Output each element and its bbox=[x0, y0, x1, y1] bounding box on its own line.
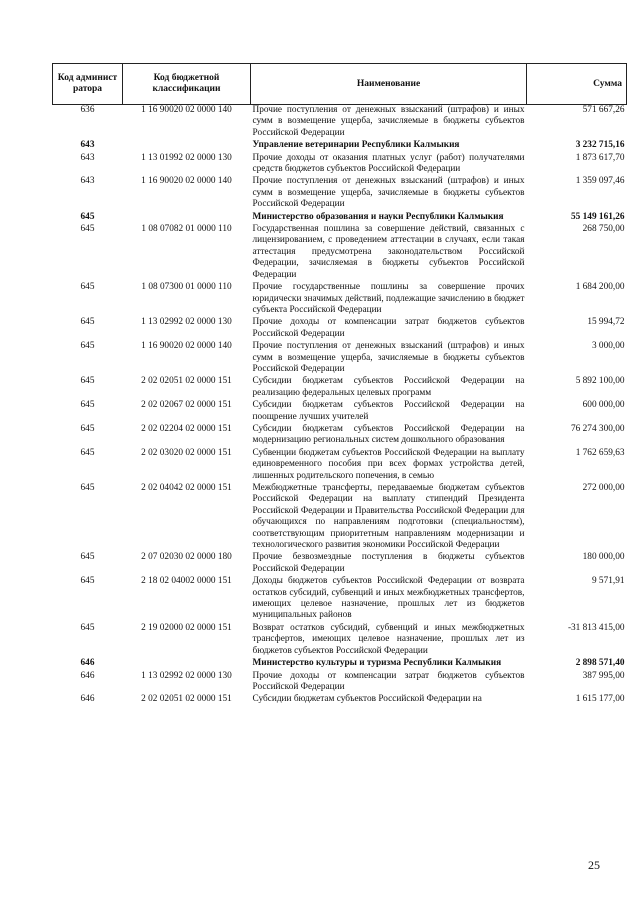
budget-code-cell: 2 02 04042 02 0000 151 bbox=[141, 483, 232, 493]
admin-code-cell: 645 bbox=[80, 376, 95, 387]
table-row bbox=[53, 224, 627, 282]
name-cell: Управление ветеринарии Республики Калмыкия bbox=[252, 140, 460, 151]
admin-code-cell: 645 bbox=[80, 282, 95, 293]
name-cell: Прочие доходы от компенсации затрат бюджетов субъектов Российской Федерации bbox=[252, 317, 525, 339]
admin-code-cell: 645 bbox=[80, 341, 95, 352]
sum-cell: 600 000,00 bbox=[582, 400, 625, 411]
budget-code-cell: 2 02 03020 02 0000 151 bbox=[141, 447, 232, 458]
budget-code-cell: 1 16 90020 02 0000 140 bbox=[141, 341, 232, 352]
admin-code-cell: 645 bbox=[80, 483, 95, 493]
budget-code-cell: 2 07 02030 02 0000 180 bbox=[141, 552, 232, 563]
sum-cell: 1 684 200,00 bbox=[575, 282, 625, 293]
header-budget-code: Код бюджетной классификации bbox=[123, 64, 251, 105]
name-cell: Субсидии бюджетам субъектов Российской Федерации на поощрение лучших учителей bbox=[252, 400, 525, 422]
name-cell: Возврат остатков субсидий, субвенций и иных межбюджетных трансфертов, имеющих целевое назначение, прошлых лет из бюджетов субъектов Российской Федерации bbox=[252, 622, 525, 656]
admin-code-cell: 646 bbox=[80, 670, 95, 681]
name-cell: Прочие доходы от оказания платных услуг (работ) получателями средств бюджетов субъектов Российской Федерации bbox=[252, 152, 525, 175]
name-cell: Государственная пошлина за совершение действий, связанных с лицензированием, с проведением аттестации в случаях, если такая аттестация предусмотрена законодательством Российской Федерации, зачисляемая в бюджеты субъектов Российской Федерации bbox=[252, 224, 525, 280]
table-row-section bbox=[53, 212, 627, 224]
admin-code-cell: 645 bbox=[80, 552, 95, 563]
name-cell: Прочие доходы от компенсации затрат бюджетов субъектов Российской Федерации bbox=[252, 670, 525, 692]
table-row bbox=[53, 448, 627, 483]
budget-code-cell: 2 02 02067 02 0000 151 bbox=[141, 400, 232, 411]
name-cell: Прочие поступления от денежных взысканий (штрафов) и иных сумм в возмещение ущерба, зачисляемые в бюджеты субъектов Российской Федерации bbox=[252, 341, 525, 374]
admin-code-cell: 645 bbox=[80, 400, 95, 411]
sum-cell: 1 359 097,46 bbox=[575, 176, 625, 187]
budget-code-cell bbox=[123, 658, 251, 670]
sum-cell: 268 750,00 bbox=[582, 224, 625, 235]
table-row-section bbox=[53, 658, 627, 670]
admin-code-cell: 645 bbox=[80, 224, 95, 235]
admin-code-cell: 645 bbox=[80, 423, 95, 434]
sum-cell: 1 873 617,70 bbox=[575, 152, 625, 163]
budget-code-cell bbox=[123, 140, 251, 152]
admin-code-cell: 643 bbox=[80, 140, 95, 151]
table-row bbox=[53, 341, 627, 376]
sum-cell: 387 995,00 bbox=[582, 670, 625, 681]
budget-code-cell: 1 13 02992 02 0000 130 bbox=[141, 317, 232, 328]
budget-code-cell: 1 16 90020 02 0000 140 bbox=[141, 176, 232, 187]
admin-code-cell: 636 bbox=[80, 105, 95, 115]
admin-code-cell: 643 bbox=[80, 152, 95, 163]
budget-code-cell: 1 13 02992 02 0000 130 bbox=[141, 670, 232, 681]
table-header bbox=[53, 64, 627, 105]
admin-code-cell: 645 bbox=[80, 447, 95, 458]
revenue-table bbox=[52, 63, 627, 707]
sum-cell: 1 762 659,63 bbox=[575, 447, 625, 458]
page-number: 25 bbox=[588, 858, 600, 872]
admin-code-cell: 646 bbox=[80, 694, 95, 705]
budget-code-cell: 2 18 02 04002 0000 151 bbox=[141, 576, 232, 587]
budget-code-cell: 1 13 01992 02 0000 130 bbox=[141, 152, 232, 163]
budget-code-cell: 2 02 02051 02 0000 151 bbox=[141, 694, 232, 705]
sum-cell: 3 232 715,16 bbox=[575, 140, 625, 151]
sum-cell: -31 813 415,00 bbox=[567, 622, 625, 633]
name-cell: Прочие поступления от денежных взысканий (штрафов) и иных сумм в возмещение ущерба, зачисляемые в бюджеты субъектов Российской Федерации bbox=[252, 176, 525, 210]
admin-code-cell: 643 bbox=[80, 176, 95, 187]
name-cell: Прочие безвозмездные поступления в бюджеты субъектов Российской Федерации bbox=[252, 552, 525, 574]
name-cell: Субвенции бюджетам субъектов Российской Федерации на выплату единовременного пособия при всех формах устройства детей, лишенных родительского попечения, в семью bbox=[252, 447, 525, 481]
budget-code-cell bbox=[123, 212, 251, 224]
name-cell: Субсидии бюджетам субъектов Российской Федерации на модернизацию региональных систем дошкольного образования bbox=[252, 423, 525, 446]
admin-code-cell: 645 bbox=[80, 211, 95, 222]
sum-cell: 272 000,00 bbox=[582, 483, 625, 493]
table-row bbox=[53, 623, 627, 658]
table-row bbox=[53, 671, 627, 695]
sum-cell: 5 892 100,00 bbox=[575, 376, 625, 387]
table-row bbox=[53, 105, 627, 141]
table-row bbox=[53, 694, 627, 706]
budget-code-cell: 2 02 02051 02 0000 151 bbox=[141, 376, 232, 387]
name-cell: Субсидии бюджетам субъектов Российской Федерации на реализацию федеральных целевых программ bbox=[252, 376, 525, 398]
table-row-section bbox=[53, 140, 627, 152]
budget-code-cell: 2 02 02204 02 0000 151 bbox=[141, 423, 232, 434]
sum-cell: 180 000,00 bbox=[582, 552, 625, 563]
table-row bbox=[53, 176, 627, 211]
name-cell: Субсидии бюджетам субъектов Российской Федерации на bbox=[252, 694, 482, 705]
name-cell: Прочие государственные пошлины за совершение прочих юридически значимых действий, подлежащие зачислению в бюджет субъекта Российской Федерации bbox=[252, 282, 525, 315]
admin-code-cell: 645 bbox=[80, 317, 95, 328]
table-row bbox=[53, 317, 627, 341]
name-cell: Межбюджетные трансферты, передаваемые бюджетам субъектов Российской Федерации на выплату стипендий Президента Российской Федерации и Правительства Российской Федерации для обучающихся по направлениям подготовки (специальностям), соответствующим приоритетным направлениям модернизации и технологического развития экономики Российской Федерации bbox=[252, 483, 525, 551]
header-sum: Сумма bbox=[527, 64, 627, 105]
table-row bbox=[53, 576, 627, 623]
header-name: Наименование bbox=[251, 64, 527, 105]
table-row bbox=[53, 400, 627, 424]
name-cell: Доходы бюджетов субъектов Российской Федерации от возврата остатков субсидий, субвенций и иных межбюджетных трансфертов, имеющих целевое назначение, прошлых лет из бюджетов муниципальных районов bbox=[252, 576, 525, 621]
budget-code-cell: 1 08 07082 01 0000 110 bbox=[141, 224, 232, 235]
table-row bbox=[53, 552, 627, 576]
name-cell: Прочие поступления от денежных взысканий (штрафов) и иных сумм в возмещение ущерба, зачисляемые в бюджеты субъектов Российской Федерации bbox=[252, 105, 525, 138]
admin-code-cell: 645 bbox=[80, 576, 95, 587]
table-row bbox=[53, 483, 627, 552]
name-cell: Министерство культуры и туризма Республики Калмыкия bbox=[252, 658, 502, 669]
sum-cell: 55 149 161,26 bbox=[571, 211, 625, 222]
table-row bbox=[53, 282, 627, 317]
admin-code-cell: 646 bbox=[80, 658, 95, 669]
budget-code-cell: 1 16 90020 02 0000 140 bbox=[141, 105, 232, 115]
admin-code-cell: 645 bbox=[80, 622, 95, 633]
header-admin-code: Код админист ратора bbox=[53, 64, 123, 105]
table-row bbox=[53, 153, 627, 177]
table-row bbox=[53, 424, 627, 448]
sum-cell: 571 667,26 bbox=[582, 105, 625, 115]
sum-cell: 2 898 571,40 bbox=[575, 658, 625, 669]
sum-cell: 3 000,00 bbox=[591, 341, 625, 352]
table-row bbox=[53, 376, 627, 400]
budget-code-cell: 2 19 02000 02 0000 151 bbox=[141, 622, 232, 633]
budget-code-cell: 1 08 07300 01 0000 110 bbox=[141, 282, 232, 293]
sum-cell: 76 274 300,00 bbox=[571, 423, 625, 434]
table-body bbox=[53, 105, 627, 707]
sum-cell: 1 615 177,00 bbox=[575, 694, 625, 705]
name-cell: Министерство образования и науки Республики Калмыкия bbox=[252, 211, 504, 222]
sum-cell: 9 571,91 bbox=[591, 576, 625, 587]
sum-cell: 15 994,72 bbox=[587, 317, 625, 328]
